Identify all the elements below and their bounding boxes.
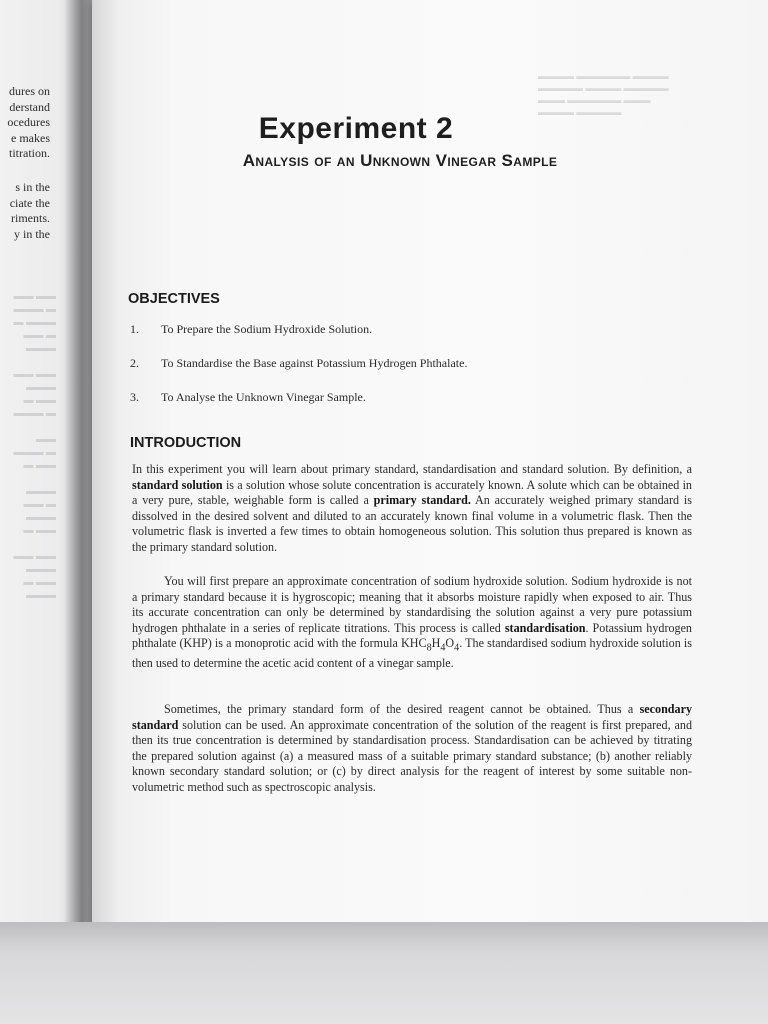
paragraph-text: . The standardised sodium hydroxide solution is then used to determine the acetic acid content of a vinegar sample. — [132, 636, 692, 671]
left-page-line: derstand — [9, 99, 50, 114]
paragraph-text: is a solution whose solute concentration is accurately known. A solute which can be obtained in a very pure, stable, weighable form is called a — [132, 477, 692, 508]
objectives-heading: OBJECTIVES — [128, 291, 220, 307]
term-secondary-standard: secondary standard — [132, 702, 692, 732]
formula-subscript: 4 — [440, 642, 446, 654]
left-page-line: e makes — [11, 130, 50, 145]
formula-part: O — [445, 636, 455, 651]
left-page-text-block-1 — [7, 84, 50, 162]
introduction-paragraph-3 — [132, 702, 692, 796]
formula-part: H — [431, 636, 441, 651]
paragraph-text: In this experiment you will learn about primary standard, standardisation and standard solution. By definition, a — [132, 462, 692, 476]
objective-item — [130, 390, 366, 405]
scanner-bed-edge — [0, 922, 768, 1024]
show-through-texture: ▬▬ ▬▬ ▬▬▬ ▬ ▬ ▬▬▬ ▬▬ ▬ ▬▬▬ ▬▬ ▬▬ ▬▬▬ ▬ ▬▬ ▬▬▬ ▬ ▬▬ ▬▬▬ ▬ ▬ ▬▬ ▬▬▬ ▬▬ ▬ ▬▬▬ ▬ ▬▬ ▬▬ ▬▬ ▬▬▬ ▬ ▬▬ ▬▬▬ — [13, 291, 56, 601]
left-page-line: riments. — [11, 211, 50, 225]
left-page-line: ciate the — [9, 195, 50, 210]
experiment-title: Experiment 2 — [258, 112, 454, 145]
show-through-texture: ▬▬▬▬ ▬▬▬▬▬▬ ▬▬▬▬ ▬▬▬▬▬ ▬▬▬▬ ▬▬▬▬▬ ▬▬▬ ▬▬▬▬▬▬ ▬▬▬ ▬▬▬▬ ▬▬▬▬▬ — [538, 71, 669, 117]
left-page-text-block-2 — [10, 180, 50, 242]
term-standard-solution: standard solution — [132, 477, 223, 492]
left-page-line: s in the — [15, 180, 50, 194]
term-primary-standard: primary standard. — [373, 493, 471, 508]
objective-item — [130, 356, 467, 371]
objective-number: 2. — [130, 356, 139, 370]
left-page-line: titration. — [9, 146, 50, 160]
left-page-line: dures on — [9, 84, 50, 98]
introduction-heading: INTRODUCTION — [130, 435, 242, 451]
objective-number: 3. — [130, 390, 139, 404]
left-page-line: ocedures — [7, 115, 50, 129]
experiment-subtitle: Analysis of an Unknown Vinegar Sample — [242, 151, 558, 170]
paragraph-text: . Potassium hydrogen phthalate (KHP) is a monoprotic acid with the formula KHC — [132, 620, 692, 651]
objective-number: 1. — [130, 322, 139, 336]
paragraph-text: An accurately weighed primary standard is dissolved in the desired solvent and diluted to an accurately known final volume in a volumetric flask. Then the volumetric flask is inverted a few times to obtain homogeneous solution. This solution thus prepared is known as the primary standard solution. — [132, 493, 692, 554]
formula-subscript: 8 — [426, 642, 432, 654]
left-page-line: y in the — [14, 226, 50, 241]
formula-subscript: 4 — [454, 642, 460, 654]
introduction-paragraph-2 — [132, 574, 692, 672]
term-standardisation: standardisation — [504, 620, 586, 635]
objective-text: To Prepare the Sodium Hydroxide Solution. — [161, 322, 373, 336]
paragraph-text: Sometimes, the primary standard form of the desired reagent cannot be obtained. Thus a — [164, 702, 640, 716]
objective-item — [130, 322, 372, 337]
paragraph-text: solution can be used. An approximate concentration of the solution of the reagent is first prepared, and then its true concentration is determined by standardisation process. Standardisation can be achieved by titrating the prepared solution against (a) a measured mass of a suitable primary standard substance; (b) another reliably known secondary standard solution; or (c) by direct analysis for the reagent of interest by some suitable non-volumetric method such as spectroscopic analysis. — [132, 717, 692, 794]
objective-text: To Analyse the Unknown Vinegar Sample. — [161, 390, 366, 404]
objective-text: To Standardise the Base against Potassium Hydrogen Phthalate. — [161, 356, 468, 370]
introduction-paragraph-1 — [132, 462, 692, 556]
paragraph-text: You will first prepare an approximate concentration of sodium hydroxide solution. Sodium hydroxide is not a primary standard because it is hygroscopic; meaning that it absorbs moisture rapidly when exposed to air. Thus its accurate concentration can only be determined by standardising the solution against a very pure potassium hydrogen phthalate in a series of replicate titrations. This process is called — [132, 574, 692, 635]
